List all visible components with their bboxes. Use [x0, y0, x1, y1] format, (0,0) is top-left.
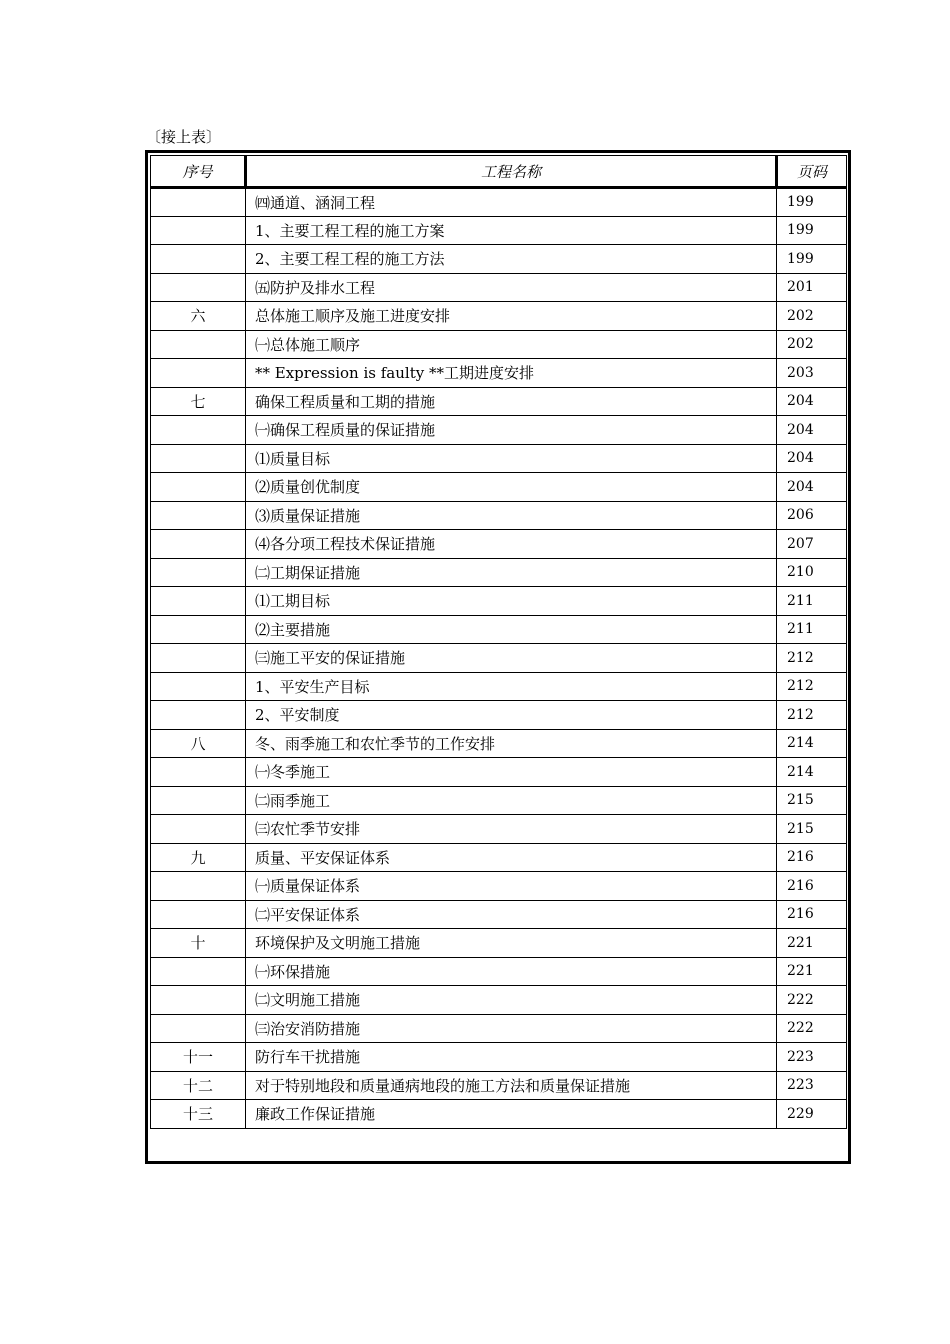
- row-name: 2、主要工程工程的施工方法: [246, 245, 777, 274]
- row-page: 222: [777, 1014, 847, 1043]
- row-page: 199: [777, 245, 847, 274]
- row-page: 216: [777, 872, 847, 901]
- table-row: [151, 188, 847, 217]
- row-index: [151, 530, 246, 559]
- row-index: [151, 672, 246, 701]
- row-index: 七: [151, 387, 246, 416]
- row-name: ⑷各分项工程技术保证措施: [246, 530, 777, 559]
- toc-body: [151, 188, 847, 1129]
- row-name: ⑶质量保证措施: [246, 501, 777, 530]
- table-row: [151, 900, 847, 929]
- row-page: 212: [777, 644, 847, 673]
- row-page: 216: [777, 900, 847, 929]
- row-page: 223: [777, 1043, 847, 1072]
- toc-table: [150, 155, 847, 1129]
- row-name: ㈠质量保证体系: [246, 872, 777, 901]
- table-row: [151, 957, 847, 986]
- row-index: [151, 758, 246, 787]
- table-row: [151, 1014, 847, 1043]
- row-page: 203: [777, 359, 847, 388]
- row-name: ⑴工期目标: [246, 587, 777, 616]
- row-page: 202: [777, 330, 847, 359]
- row-name: ㈡工期保证措施: [246, 558, 777, 587]
- row-index: [151, 1014, 246, 1043]
- table-row: [151, 815, 847, 844]
- table-row: [151, 416, 847, 445]
- row-page: 229: [777, 1100, 847, 1129]
- table-row: [151, 501, 847, 530]
- row-index: [151, 615, 246, 644]
- table-row: [151, 1100, 847, 1129]
- header-page: 页码: [777, 156, 847, 188]
- row-page: 212: [777, 672, 847, 701]
- table-row: [151, 330, 847, 359]
- row-index: [151, 330, 246, 359]
- row-page: 204: [777, 473, 847, 502]
- header-index: 序号: [151, 156, 246, 188]
- table-row: [151, 986, 847, 1015]
- row-index: [151, 188, 246, 217]
- row-name: ㈣通道、涵洞工程: [246, 188, 777, 217]
- table-row: [151, 729, 847, 758]
- row-page: 221: [777, 929, 847, 958]
- row-index: 十: [151, 929, 246, 958]
- row-page: 223: [777, 1071, 847, 1100]
- row-name: ㈠总体施工顺序: [246, 330, 777, 359]
- row-page: 210: [777, 558, 847, 587]
- row-index: [151, 786, 246, 815]
- table-row: [151, 359, 847, 388]
- row-page: 216: [777, 843, 847, 872]
- row-name: 对于特别地段和质量通病地段的施工方法和质量保证措施: [246, 1071, 777, 1100]
- row-page: 199: [777, 188, 847, 217]
- table-row: [151, 758, 847, 787]
- row-page: 204: [777, 444, 847, 473]
- row-name: ㈠冬季施工: [246, 758, 777, 787]
- row-page: 214: [777, 758, 847, 787]
- header-row: [151, 156, 847, 188]
- table-row: [151, 302, 847, 331]
- row-name: ㈡雨季施工: [246, 786, 777, 815]
- table-row: [151, 273, 847, 302]
- row-page: 199: [777, 216, 847, 245]
- table-row: [151, 444, 847, 473]
- table-row: [151, 701, 847, 730]
- row-index: [151, 273, 246, 302]
- table-row: [151, 843, 847, 872]
- table-row: [151, 1071, 847, 1100]
- row-page: 207: [777, 530, 847, 559]
- row-name: ㈢施工平安的保证措施: [246, 644, 777, 673]
- row-name: 冬、雨季施工和农忙季节的工作安排: [246, 729, 777, 758]
- row-name: ㈢农忙季节安排: [246, 815, 777, 844]
- row-name: ⑴质量目标: [246, 444, 777, 473]
- row-page: 204: [777, 416, 847, 445]
- table-row: [151, 672, 847, 701]
- row-index: 十一: [151, 1043, 246, 1072]
- table-row: [151, 216, 847, 245]
- row-name: 1、主要工程工程的施工方案: [246, 216, 777, 245]
- row-name: ㈤防护及排水工程: [246, 273, 777, 302]
- row-page: 214: [777, 729, 847, 758]
- row-name: ㈠环保措施: [246, 957, 777, 986]
- row-index: 八: [151, 729, 246, 758]
- row-index: [151, 359, 246, 388]
- row-name: 廉政工作保证措施: [246, 1100, 777, 1129]
- row-page: 215: [777, 815, 847, 844]
- table-row: [151, 786, 847, 815]
- row-name: 环境保护及文明施工措施: [246, 929, 777, 958]
- table-row: [151, 1043, 847, 1072]
- table-row: [151, 558, 847, 587]
- row-name: 2、平安制度: [246, 701, 777, 730]
- row-page: 212: [777, 701, 847, 730]
- row-page: 202: [777, 302, 847, 331]
- row-name: 质量、平安保证体系: [246, 843, 777, 872]
- row-index: [151, 473, 246, 502]
- table-row: [151, 615, 847, 644]
- row-name: 总体施工顺序及施工进度安排: [246, 302, 777, 331]
- table-row: [151, 644, 847, 673]
- row-page: 206: [777, 501, 847, 530]
- table-row: [151, 530, 847, 559]
- table-row: [151, 587, 847, 616]
- row-index: [151, 815, 246, 844]
- row-page: 201: [777, 273, 847, 302]
- table-row: [151, 872, 847, 901]
- row-page: 211: [777, 587, 847, 616]
- row-page: 215: [777, 786, 847, 815]
- row-index: 六: [151, 302, 246, 331]
- row-index: [151, 900, 246, 929]
- row-page: 211: [777, 615, 847, 644]
- header-name: 工程名称: [246, 156, 777, 188]
- row-name: ㈡文明施工措施: [246, 986, 777, 1015]
- row-name: ** Expression is faulty **工期进度安排: [246, 359, 777, 388]
- row-page: 222: [777, 986, 847, 1015]
- row-page: 221: [777, 957, 847, 986]
- row-name: ㈠确保工程质量的保证措施: [246, 416, 777, 445]
- table-row: [151, 245, 847, 274]
- row-index: 九: [151, 843, 246, 872]
- row-page: 204: [777, 387, 847, 416]
- row-name: ㈡平安保证体系: [246, 900, 777, 929]
- row-index: 十二: [151, 1071, 246, 1100]
- row-index: [151, 444, 246, 473]
- row-index: [151, 872, 246, 901]
- row-index: [151, 501, 246, 530]
- table-row: [151, 929, 847, 958]
- row-name: ⑵主要措施: [246, 615, 777, 644]
- row-index: [151, 245, 246, 274]
- toc-table-frame: [145, 150, 851, 1164]
- table-row: [151, 387, 847, 416]
- row-index: [151, 587, 246, 616]
- row-index: [151, 701, 246, 730]
- row-index: [151, 644, 246, 673]
- row-index: [151, 416, 246, 445]
- row-name: 防行车干扰措施: [246, 1043, 777, 1072]
- row-index: [151, 558, 246, 587]
- row-index: [151, 216, 246, 245]
- row-index: 十三: [151, 1100, 246, 1129]
- row-name: ㈢治安消防措施: [246, 1014, 777, 1043]
- table-row: [151, 473, 847, 502]
- row-index: [151, 957, 246, 986]
- row-index: [151, 986, 246, 1015]
- row-name: 确保工程质量和工期的措施: [246, 387, 777, 416]
- row-name: ⑵质量创优制度: [246, 473, 777, 502]
- row-name: 1、平安生产目标: [246, 672, 777, 701]
- table-caption: 〔接上表〕: [146, 128, 222, 146]
